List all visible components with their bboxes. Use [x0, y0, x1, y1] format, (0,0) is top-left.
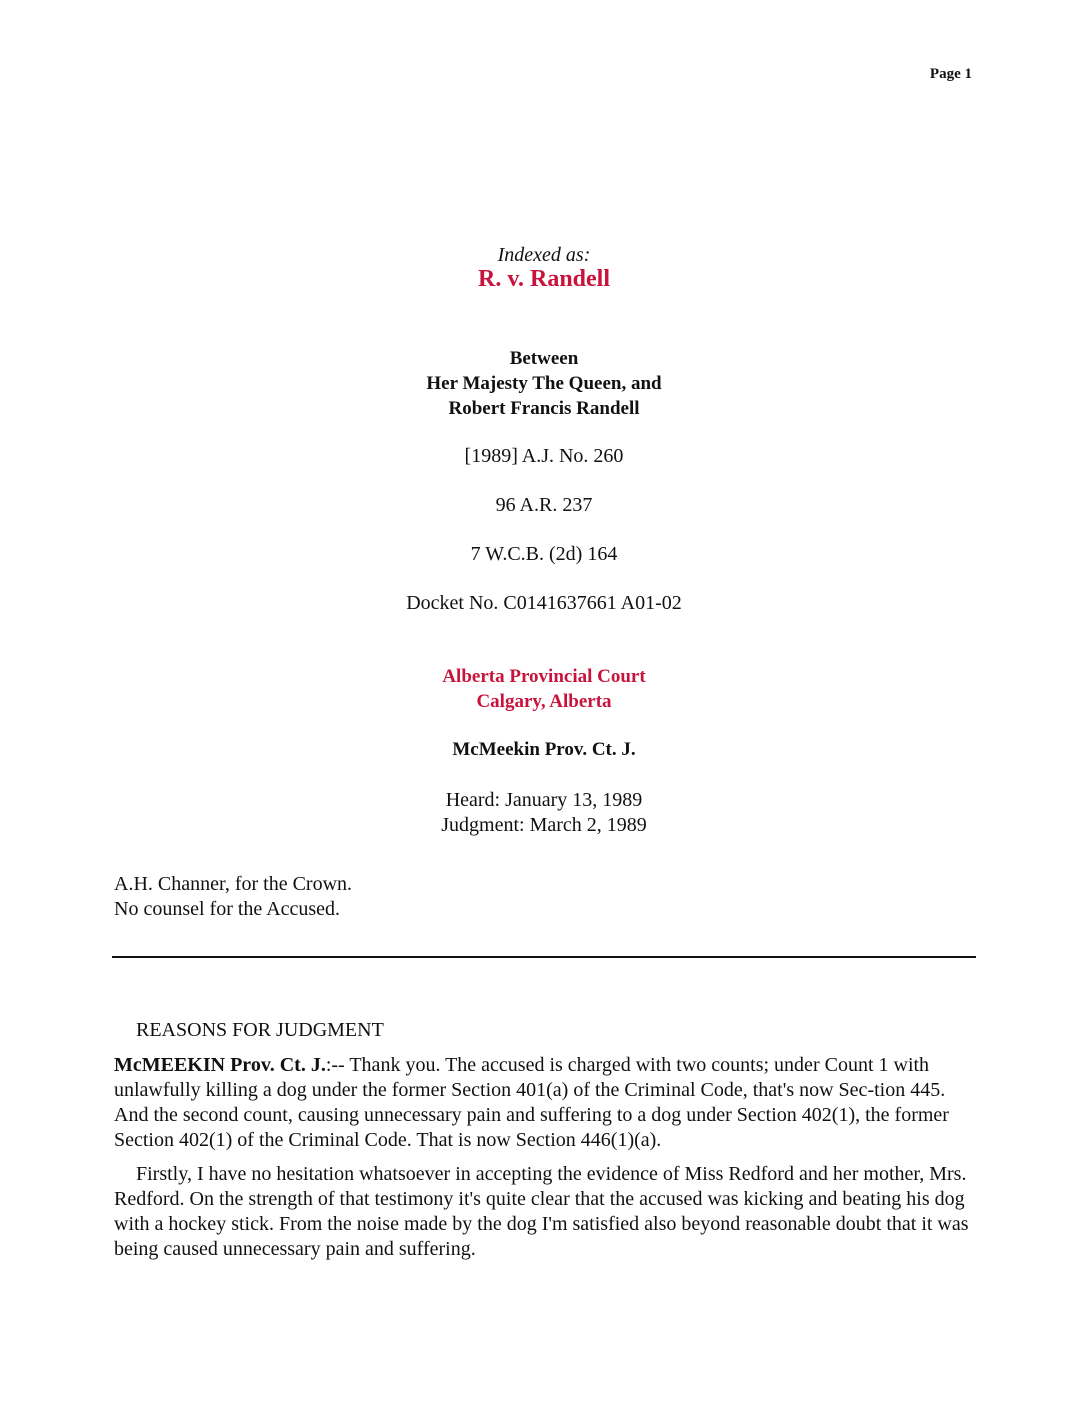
judgment-paragraph-1 [114, 1053, 976, 1153]
citation-wcb: 7 W.C.B. (2d) 164 [470, 543, 618, 565]
dates-block [0, 788, 1088, 838]
judgment-date: Judgment: March 2, 1989 [441, 814, 647, 836]
counsel-block [114, 872, 352, 922]
judgment-paragraph-2: Firstly, I have no hesitation whatsoever in accepting the evidence of Miss Redford and her mother, Mrs. Redford. On the strength of that testimony it's quite clear that the accused was kicking and beating his dog with a hockey stick. From the noise made by the dog I'm satisfied also beyond reasonable doubt that it was being caused unnecessary pain and suffering. [114, 1163, 969, 1260]
court-location: Calgary, Alberta [476, 691, 612, 712]
case-title: R. v. Randell [477, 266, 611, 292]
court-block [0, 664, 1088, 714]
parties-block [0, 346, 1088, 421]
paragraph-1-text: :-- Thank you. The accused is charged with two counts; under Count 1 with unlawfully killing a dog under the former Section 401(a) of the Criminal Code, that's now Sec-tion 445. And the second count, causing unnecessary pain and suffering to a dog under Section 402(1), the former Section 402(1) of the Criminal Code. That is now Section 446(1)(a). [114, 1054, 949, 1151]
citation-ar: 96 A.R. 237 [495, 494, 593, 516]
parties-between: Between [509, 348, 579, 369]
reasons-heading: REASONS FOR JUDGMENT [136, 1019, 384, 1041]
crown-counsel: A.H. Channer, for the Crown. [114, 873, 353, 895]
judge-lead-name: McMEEKIN Prov. Ct. J. [114, 1054, 326, 1076]
parties-crown: Her Majesty The Queen, and [426, 373, 662, 394]
indexed-as-label: Indexed as: [497, 244, 591, 266]
page-number: Page 1 [929, 66, 972, 82]
section-divider [112, 956, 976, 958]
citation-aj: [1989] A.J. No. 260 [464, 445, 624, 467]
court-name: Alberta Provincial Court [442, 666, 646, 687]
docket-number: Docket No. C0141637661 A01-02 [406, 592, 682, 614]
accused-counsel: No counsel for the Accused. [114, 898, 341, 920]
heard-date: Heard: January 13, 1989 [445, 789, 643, 811]
judge-name: McMeekin Prov. Ct. J. [452, 739, 636, 760]
parties-accused: Robert Francis Randell [448, 398, 640, 419]
